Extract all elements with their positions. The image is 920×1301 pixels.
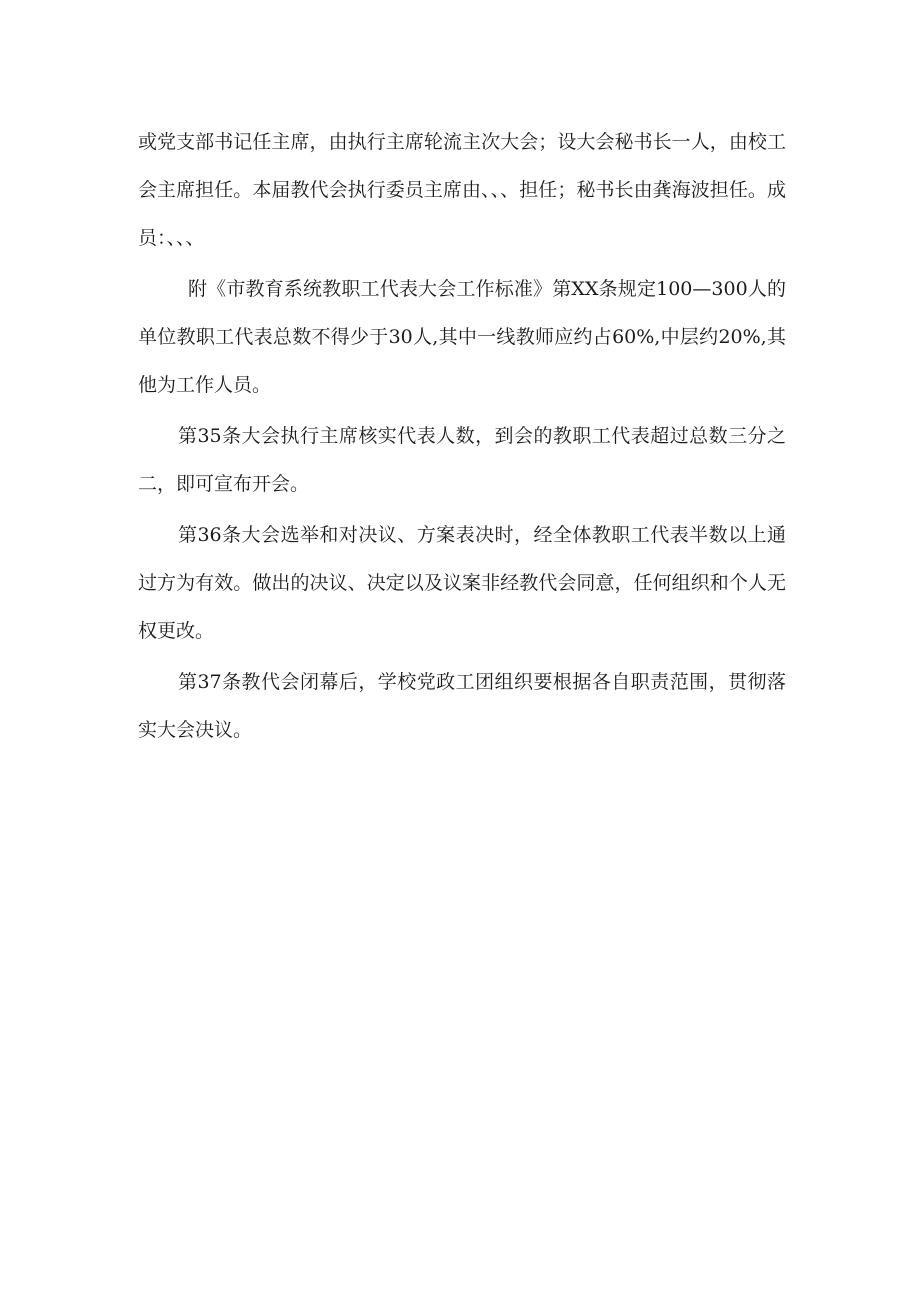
document-body: [138, 118, 786, 757]
paragraph-article-36: 第36条大会选举和对决议、方案表决时，经全体教职工代表半数以上通过方为有效。做出的决议、决定以及议案非经教代会同意，任何组织和个人无权更改。: [138, 524, 786, 642]
paragraph-continued-chairman: 或党支部书记任主席，由执行主席轮流主次大会；设大会秘书长一人，由校工会主席担任。本届教代会执行委员主席由、、、担任；秘书长由龚海波担任。成员：、、、: [138, 131, 786, 249]
paragraph-article-35: 第35条大会执行主席核实代表人数，到会的教职工代表超过总数三分之二，即可宣布开会。: [138, 425, 786, 495]
paragraph-appendix-standard: 附《市教育系统教职工代表大会工作标准》第XX条规定100—300人的单位教职工代表总数不得少于30人,其中一线教师应约占60%,中层约20%,其他为工作人员。: [138, 278, 786, 396]
paragraph-article-37: 第37条教代会闭幕后，学校党政工团组织要根据各自职责范围，贯彻落实大会决议。: [138, 671, 786, 741]
